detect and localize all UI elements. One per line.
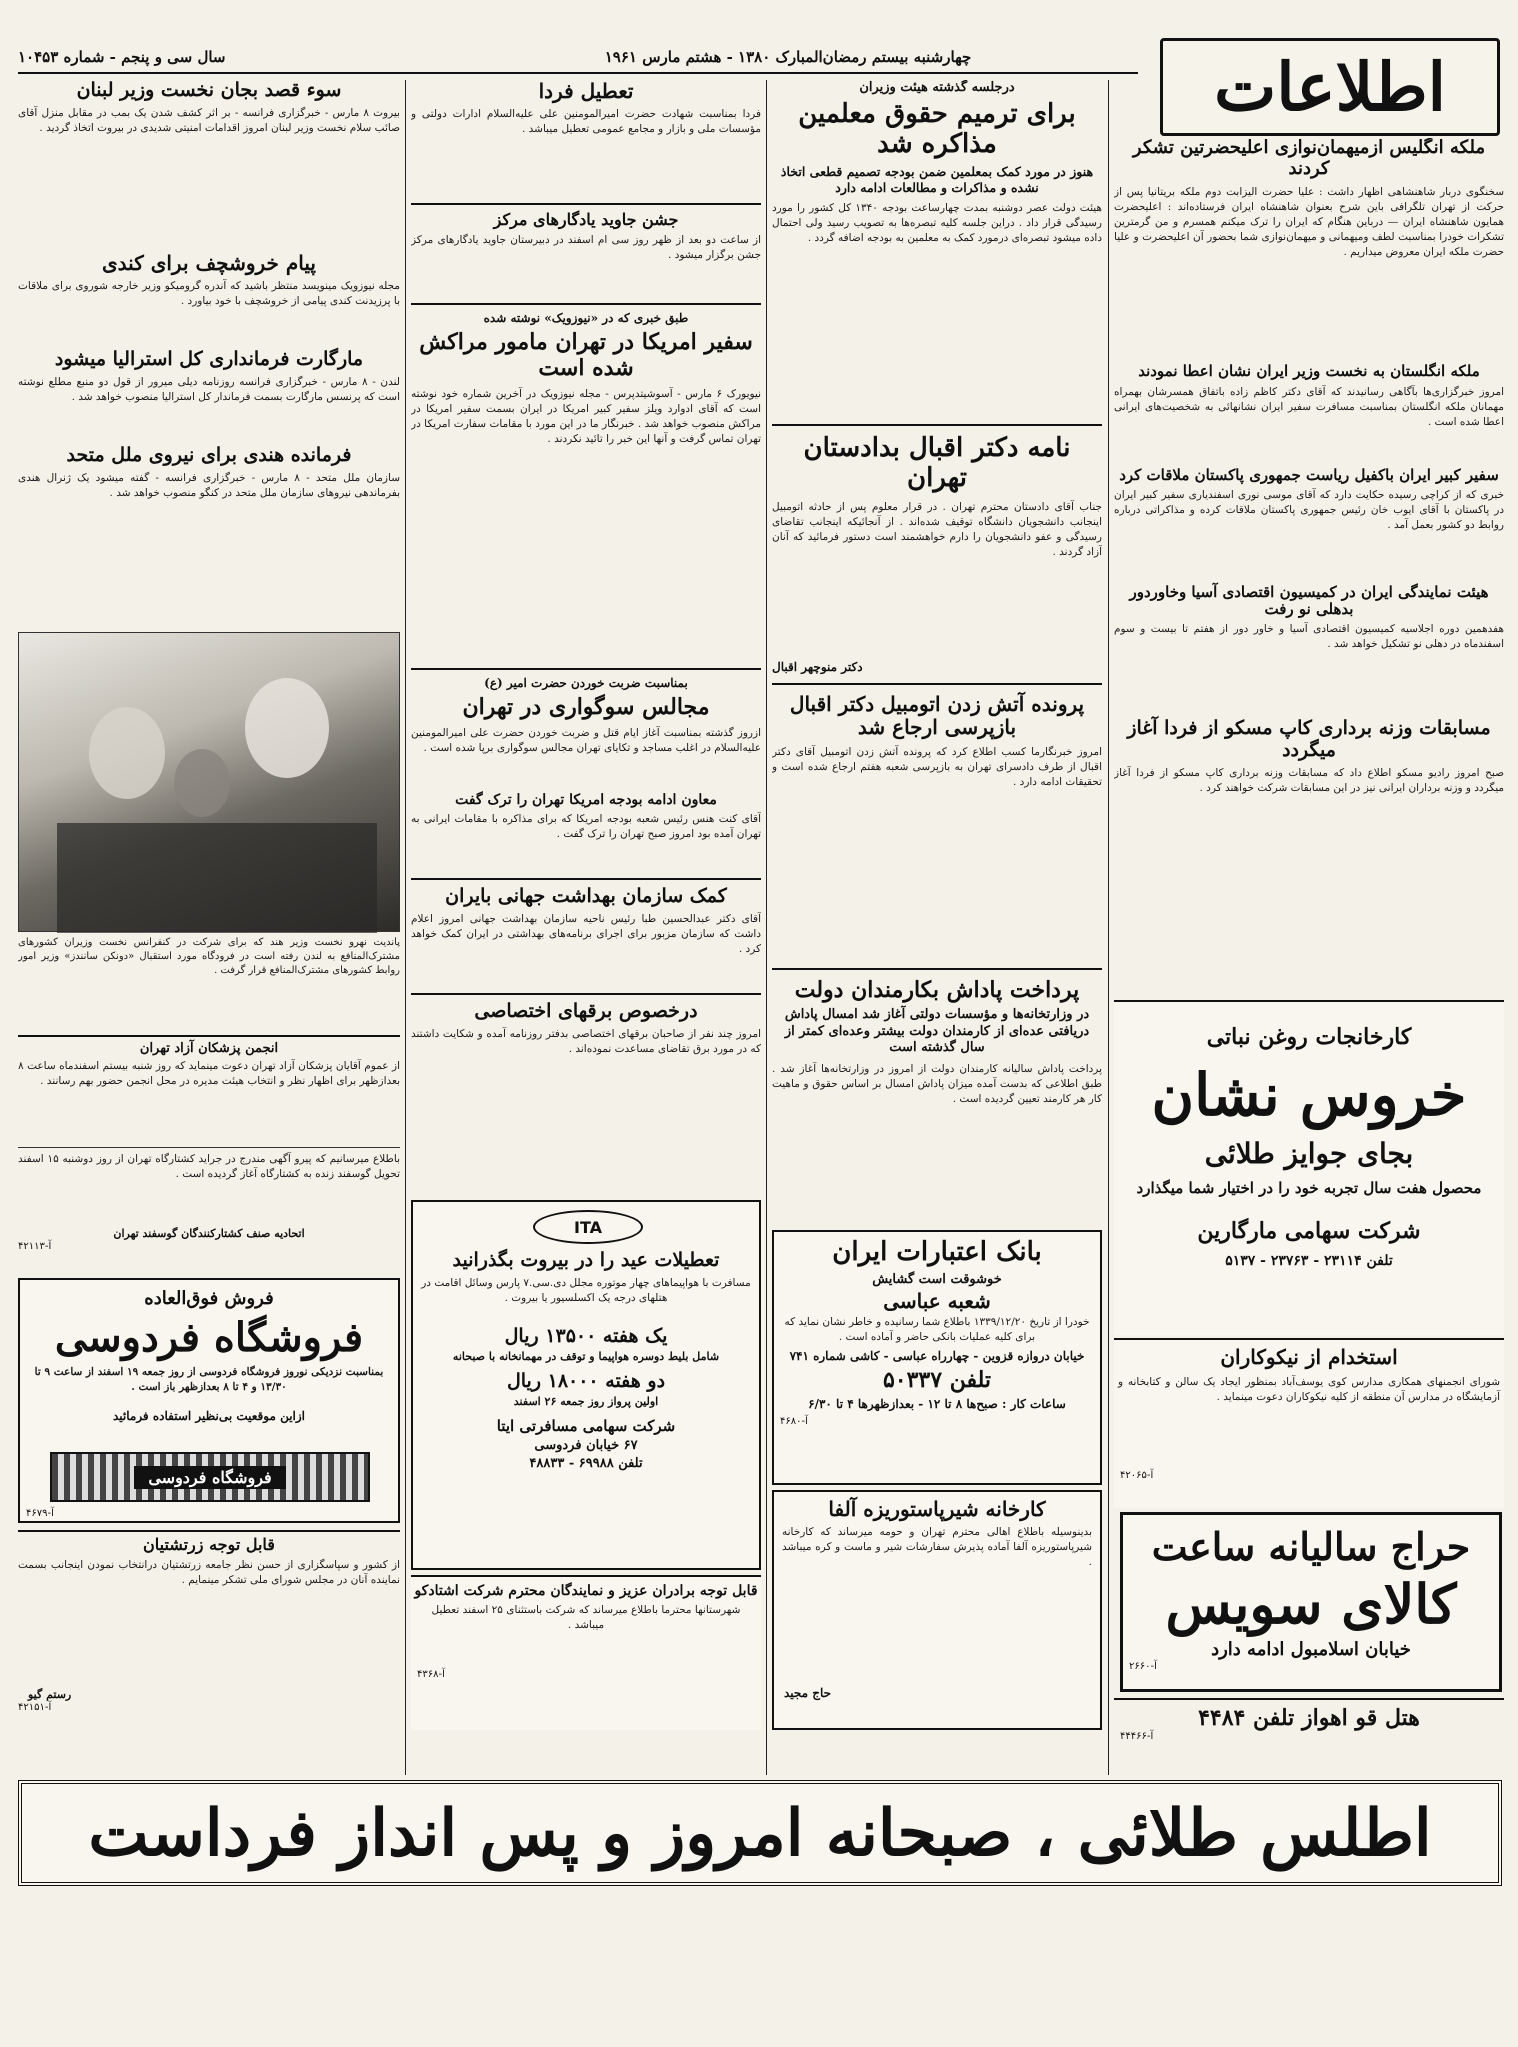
article-eghbal-letter: جناب آقای دادستان محترم تهران . در قرار معلوم پس از حادثه اتومبیل اینجانب دانشجویان دانشگاه توقیف شده‌اند . از آنجائیکه اینجانب تقاضای رسیدگی و عفو دانشجویان را دارم خواهشمند است دستور فرمائید که آنان آزاد گردند . — [772, 501, 1102, 559]
article-private-power: امروز چند نفر از صاحبان برقهای اختصاصی بدفتر روزنامه آمده و شکایت داشتند که در مورد برق تقاضای مساعدت نموده‌اند . — [411, 1028, 761, 1056]
ad-milk-sign: حاج مجید — [784, 1686, 832, 1700]
column-left-bottom — [18, 1530, 400, 1730]
photo-nehru-figures — [17, 633, 399, 933]
article-zoroastrians: از کشور و سپاسگزاری از حسن نظر جامعه زرتشتیان درانتخاب نمودن اینجانب بسمت نماینده آنان در مجلس شورای ملی تشکر مینمایم . — [18, 1559, 400, 1587]
ad-ashtadko-text: شهرستانها محترما باطلاع میرساند که شرکت باستثنای ۲۵ اسفند تعطیل میباشد . — [431, 1604, 741, 1632]
ad-margarine — [1114, 1000, 1504, 1335]
masthead-issue: سال سی و پنجم - شماره ۱۰۴۵۳ — [18, 48, 226, 66]
ad-swiss-line3: خیابان اسلامبول ادامه دارد — [1211, 1638, 1411, 1660]
headline-physicians: انجمن پزشکان آزاد تهران — [139, 1041, 279, 1056]
subhead-bonus: در وزارتخانه‌ها و مؤسسات دولتی آغاز شد امسال پاداش دریافتی عده‌ای از کارمندان دولت بیشتر وعده‌ای کمتر از سال گذشته است — [784, 1007, 1090, 1055]
headline-car-fire: پرونده آتش زدن اتومبیل دکتر اقبال بازپرسی ارجاع شد — [772, 683, 1102, 739]
article-un-force: سازمان ملل متحد - ۸ مارس - خبرگزاری فرانسه - گفته میشود یک ژنرال هندی بفرماندهی نیروهای سازمان ملل متحد در کنگو منصوب خواهد شد . — [18, 471, 400, 499]
code-zoroastrians: آ-۴۲۱۵۱ — [18, 1702, 52, 1714]
ad-ashtadko-code: آ-۴۳۶۸ — [417, 1669, 445, 1681]
masthead-date: چهارشنبه بیستم رمضان‌المبارک ۱۳۸۰ - هشتم مارس ۱۹۶۱ — [604, 48, 972, 66]
column-left-lower — [18, 1035, 400, 1270]
ad-ita-detail1: شامل بلیط دوسره هواپیما و توقف در مهمانخانه با صبحانه — [452, 1349, 720, 1363]
subhead-teachers: هنوز در مورد کمک بمعلمین ضمن بودجه تصمیم قطعی اتخاذ نشده و مذاکرات و مطالعات ادامه دارد — [780, 164, 1094, 195]
ad-charity-title: استخدام از نیکوکاران — [1220, 1345, 1398, 1369]
article-ecafe: هفدهمین دوره اجلاسیه کمیسیون اقتصادی آسیا و خاور دور از هفتم تا بیست و سوم اسفندماه در دهلی نو تشکیل خواهد شد . — [1114, 623, 1504, 651]
headline-weightlifting: مسابقات وزنه برداری کاپ مسکو از فردا آغاز میگردد — [1127, 717, 1491, 762]
ad-margarine-brand: خروس نشان — [1151, 1060, 1467, 1129]
headline-lebanon-pm: سوء قصد بجان نخست وزیر لبنان — [76, 80, 342, 101]
headline-ecafe: هیئت نمایندگی ایران در کمیسیون اقتصادی آسیا وخاوردور بدهلی نو رفت — [1129, 582, 1489, 619]
divider-2 — [766, 80, 767, 1775]
ad-bank-line1: خوشوقت است گشایش — [872, 1271, 1002, 1287]
ad-bank-title: بانک اعتبارات ایران — [832, 1237, 1042, 1267]
ad-ita-travel — [411, 1200, 761, 1570]
bottom-banner — [18, 1780, 1502, 1886]
ad-charity-text: شورای انجمنهای همکاری مدارس کوی یوسف‌آباد بمنظور ایجاد یک سالن و کتابخانه و آزمایشگاه در مدارس آن منطقه از کلیه نیکوکاران دعوت مینماید . — [1118, 1376, 1500, 1403]
figure-left-head — [89, 707, 165, 799]
headline-teachers: برای ترمیم حقوق معلمین مذاکره شد — [798, 99, 1076, 160]
headline-zoroastrians: قابل توجه زرتشتیان — [143, 1535, 275, 1554]
ad-ita-phone: تلفن ۶۹۹۸۸ - ۴۸۸۳۳ — [529, 1456, 643, 1472]
headline-queen-thanks: ملکه انگلیس ازمیهمان‌نوازی اعلیحضرتین تشکر کردند — [1132, 138, 1486, 179]
headline-holiday: تعطیل فردا — [538, 80, 634, 103]
signature-slaughterhouse: اتحادیه صنف کشتارکنندگان گوسفند تهران — [113, 1227, 305, 1241]
figure-middle-head — [174, 749, 230, 817]
ad-ashtadko-title: قابل توجه برادران عزیز و نمایندگان محترم شرکت اشتادکو — [414, 1583, 758, 1599]
article-budget-deputy: آقای کنت هنس رئیس شعبه بودجه امریکا که برای مذاکره با مقامات ایرانی به تهران آمده بود امروز صبح تهران را ترک گفت . — [411, 813, 761, 841]
ad-ferdowsi-text2: ازاین موقعیت بی‌نظیر استفاده فرمائید — [112, 1408, 306, 1423]
ad-bank-phone: تلفن ۵۰۳۳۷ — [882, 1367, 992, 1394]
headline-budget-deputy: معاون ادامه بودجه امریکا تهران را ترک گفت — [455, 792, 717, 809]
ad-margarine-line1: کارخانجات روغن نباتی — [1206, 1024, 1412, 1050]
ad-ferdowsi-code: آ-۴۶۷۹ — [26, 1508, 54, 1519]
article-mourning: ازروز گذشته بمناسبت آغاز ایام قتل و ضربت خوردن حضرت علی امیرالمومنین علیه‌السلام در اغلب مساجد و تکایای تهران مجالس سوگواری برپا شده است . — [411, 727, 761, 755]
ad-ferdowsi-title: فروشگاه فردوسی — [54, 1313, 364, 1361]
headline-mourning: مجالس سوگواری در تهران — [462, 693, 710, 720]
ad-hotel — [1114, 1698, 1504, 1773]
ad-margarine-phones: تلفن ۲۳۱۱۴ - ۲۳۷۶۳ - ۵۱۳۷ — [1225, 1253, 1393, 1270]
column-left — [18, 80, 400, 620]
article-physicians: از عموم آقایان پزشکان آزاد تهران دعوت مینماید که روز شنبه بیستم اسفندماه ساعت ۸ بعدازظهر برای اظهار نظر و انتخاب هیئت مدیره در محل انجمن حضور بهم رسانند . — [18, 1060, 400, 1088]
ad-bank-code: آ-۴۶۸۰ — [780, 1416, 808, 1428]
headline-eghbal-letter: نامه دکتر اقبال بدادستان تهران — [772, 424, 1102, 494]
ita-logo — [533, 1210, 643, 1244]
headline-margaret: مارگارت فرمانداری کل استرالیا میشود — [54, 347, 364, 370]
article-weightlifting: صبح امروز رادیو مسکو اطلاع داد که مسابقات وزنه برداری کاپ مسکو از فردا آغاز میگردد و وزنه برداران ایرانی نیز در این مسابقات شرکت خواهند کرد . — [1114, 767, 1504, 795]
ad-ita-detail2: اولین پرواز روز جمعه ۲۶ اسفند — [513, 1395, 659, 1409]
headline-javid-celebration: جشن جاوید یادگارهای مرکز — [411, 203, 761, 229]
ad-ita-price1: یک هفته ۱۳۵۰۰ ریال — [504, 1324, 668, 1347]
article-teachers: هیئت دولت عصر دوشنبه بمدت چهارساعت بودجه ۱۳۴۰ کل کشور را مورد رسیدگی قرار داد . دراین جلسه کلیه تبصره‌ها به تصویب رسید ولی احتمال داده میشود تبصره‌ای درمورد کمک به معلمین به بودجه اضافه گردد . — [772, 202, 1102, 245]
ad-swiss-line1: حراج سالیانه ساعت — [1151, 1524, 1471, 1569]
ita-logo-text: ITA — [574, 1217, 603, 1237]
headline-ambassador-pakistan: سفیر کبیر ایران باکفیل ریاست جمهوری پاکستان ملاقات کرد — [1119, 465, 1499, 484]
masthead-logo-box — [1160, 38, 1500, 136]
ad-hotel-text: هتل قو اهواز تلفن ۴۴۸۴ — [1198, 1705, 1420, 1731]
article-holiday: فردا بمناسبت شهادت حضرت امیرالمومنین علی علیه‌السلام ادارات دولتی و مؤسسات ملی و بازار و مجامع عمومی تعطیل میباشد . — [411, 108, 761, 135]
article-margaret: لندن - ۸ مارس - خبرگزاری فرانسه روزنامه دیلی میرور از قول دو منبع مطلع نوشته است که پرنسس مارگارت بسمت فرماندار کل استرالیا منصوب خواهد شد . — [18, 375, 400, 403]
ad-bank-addr: خیابان دروازه قزوین - چهارراه عباسی - کاشی شماره ۷۴۱ — [789, 1349, 1085, 1364]
ad-hotel-code: آ-۴۴۴۶۶ — [1120, 1731, 1154, 1743]
ad-margarine-line2: بجای جوایز طلائی — [1204, 1137, 1414, 1171]
signature-eghbal: دکتر منوچهر اقبال — [772, 660, 863, 675]
headline-bonus: پرداخت پاداش بکارمندان دولت — [772, 968, 1102, 1003]
article-us-ambassador: نیویورک ۶ مارس - آسوشیتدپرس - مجله نیوزویک در آخرین شماره خود نوشته است که آقای ادوارد ویلز سفیر کبیر امریکا در ایران بسمت سفیر امریکا در مراکش منصوب خواهد شد . خبرنگار ما در این مورد با مقامات سفارت امریکا در تهران تماس گرفت و آنها این خبر را تائید نکردند . — [411, 387, 761, 445]
code-slaughterhouse: آ-۴۲۱۱۳ — [18, 1241, 52, 1252]
headline-private-power: درخصوص برقهای اختصاصی — [411, 993, 761, 1023]
photo-nehru-caption: پاندیت نهرو نخست وزیر هند که برای شرکت در کنفرانس نخست وزیران کشورهای مشترک‌المنافع به لندن رفته است در فرودگاه مورد استقبال «دونکن سانندز» وزیر امور روابط کشورهای مشترک‌المنافع قرار گرفت . — [18, 937, 400, 976]
ad-margarine-line3: محصول هفت سال تجربه خود را در اختیار شما میگذارد — [1136, 1179, 1482, 1198]
ad-swiss-code: آ-۲۶۶۰ — [1129, 1661, 1157, 1673]
article-khrushchev: مجله نیوزویک مینویسد منتظر باشید که آندره گرومیکو وزیر خارجه شوروی برای ملاقات با پرزیدنت کندی پیامی از خروشچف با خود بیاورد . — [18, 279, 400, 307]
ad-ferdowsi-sign: فروشگاه فردوسی — [134, 1466, 285, 1489]
bottom-banner-text: اطلس طلائی ، صبحانه امروز و پس انداز فرداست — [88, 1795, 1432, 1871]
ad-milk-text: بدینوسیله باطلاع اهالی محترم تهران و حومه میرساند که کارخانه شیرپاستوریزه آلفا آماده پذیرش سفارشات شیر و ماست و کره میباشد . — [782, 1526, 1092, 1568]
article-pm-medal: امروز خبرگزاری‌ها بآگاهی رسانیدند که آقای دکتر کاظم زاده باتفاق همسرشان بهمراه مهمانان ملکه انگلستان بمناسبت مسافرت سفیر ایران نشانهائی به شخصیت‌های ایرانی اعطا شده است . — [1114, 385, 1504, 428]
headline-us-ambassador: سفیر امریکا در تهران مامور مراکش شده است — [419, 329, 753, 381]
ad-ita-addr: ۶۷ خیابان فردوسی — [534, 1437, 638, 1453]
masthead-rule — [18, 72, 1138, 74]
headline-khrushchev: پیام خروشچف برای کندی — [102, 250, 316, 275]
ad-ferdowsi-store — [18, 1278, 400, 1523]
ad-ita-price2: دو هفته ۱۸۰۰۰ ریال — [506, 1370, 666, 1393]
photo-nehru — [18, 632, 400, 932]
divider-1 — [1108, 80, 1109, 1775]
masthead-logo: اطلاعات — [1214, 48, 1446, 126]
kicker-us-ambassador: طبق خبری که در «نیوزویک» نوشته شده — [411, 303, 761, 326]
kicker-cabinet: درجلسه گذشته هیئت وزیران — [859, 80, 1015, 95]
article-who: آقای دکتر عبدالحسین طبا رئیس ناحیه سازمان بهداشت جهانی امروز اعلام داشت که سازمان مزبور برای اجرای برنامه‌های بهداشتی در ایران کمک خواهد کرد . — [411, 913, 761, 956]
ad-milk — [772, 1490, 1102, 1730]
ad-margarine-company: شرکت سهامی مارگارین — [1197, 1217, 1421, 1244]
column-center-right — [772, 80, 1102, 1230]
ad-charity — [1114, 1338, 1504, 1508]
ad-ashtadko — [411, 1575, 761, 1730]
article-bonus: پرداخت پاداش سالیانه کارمندان دولت از امروز در وزارتخانه‌ها آغاز شد . طبق اطلاعی که بدست آمده میزان پاداش امسال بر اساس حقوق و ماهیت کار هر کارمند تعیین گردیده است . — [772, 1063, 1102, 1106]
figure-bodies — [57, 823, 377, 933]
article-slaughterhouse: باطلاع میرسانیم که پیرو آگهی مندرج در جراید کشتارگاه تهران از روز دوشنبه ۱۵ اسفند تحویل گوسفند زنده به کشتارگاه آغاز گردیده است . — [18, 1147, 400, 1227]
article-queen-thanks: سخنگوی دربار شاهنشاهی اظهار داشت : علیا حضرت الیزابت دوم ملکه بریتانیا پس از حرکت از تهران تلگرافی باین شرح بعنوان شاهنشاه ایران فرستاده‌اند : اعلیحضرت همایون شاهنشاه ایران — درباین هنگام که ایران را ترک میکنم همسرم و من گرمترین تشکرات خودرا بمناسبت لطف ومیهمانی و میهمان‌نوازی شما بحضور آن اعلیحضرت و علیا حضرت ملکه ایران معروض میداریم . — [1114, 186, 1504, 259]
ad-bank-text: خودرا از تاریخ ۱۳۳۹/۱۲/۲۰ باطلاع شما رسانیده و خاطر نشان نماید که برای کلیه عملیات بانکی حاضر و آماده است . — [784, 1316, 1090, 1344]
kicker-mourning: بمناسبت ضربت خوردن حضرت امیر (ع) — [411, 668, 761, 691]
ad-swiss-line2: کالای سویس — [1165, 1571, 1457, 1636]
ad-ferdowsi-line1: فروش فوق‌العاده — [144, 1288, 274, 1309]
figure-right-head — [245, 678, 329, 778]
divider-3 — [405, 80, 406, 1775]
ad-ita-title: تعطیلات عید را در بیروت بگذرانید — [452, 1249, 720, 1271]
ad-ferdowsi-building — [50, 1452, 370, 1502]
ad-milk-title: کارخانه شیرپاستوریزه آلفا — [828, 1497, 1046, 1521]
ad-charity-code: آ-۴۲۰۶۵ — [1120, 1470, 1154, 1481]
headline-un-force: فرمانده هندی برای نیروی ملل متحد — [66, 443, 352, 466]
ad-swiss-watch — [1120, 1512, 1502, 1692]
headline-who: کمک سازمان بهداشت جهانی بایران — [411, 878, 761, 908]
article-javid-celebration: از ساعت دو بعد از ظهر روز سی ام اسفند در دبیرستان جاوید یادگارهای مرکز جشن برگزار میشود . — [411, 234, 761, 262]
ad-bank — [772, 1230, 1102, 1485]
signature-zoroastrians: رستم گیو — [28, 1688, 72, 1702]
ad-bank-hours: ساعات کار : صبح‌ها ۸ تا ۱۲ - بعدازظهرها ۴ تا ۶/۳۰ — [808, 1397, 1066, 1412]
column-center-left — [411, 80, 761, 1180]
ad-bank-line2: شعبه عباسی — [883, 1289, 991, 1314]
ad-ita-text: مسافرت با هواپیماهای چهار موتوره مجلل دی.سی.۷ پارس وسائل اقامت در هتلهای درجه یک اکسلسیور یا بیروت . — [421, 1276, 751, 1304]
article-lebanon-pm: بیروت ۸ مارس - خبرگزاری فرانسه - بر اثر کشف شدن یک بمب در مقابل منزل آقای صائب سلام نخست وزیر لبنان امروز اقدامات امنیتی شدیدی در بیروت اتخاذ گردید . — [18, 106, 400, 134]
ad-ferdowsi-text: بمناسبت نزدیکی نوروز فروشگاه فردوسی از روز جمعه ۱۹ اسفند از ساعت ۹ تا ۱۳/۳۰ و ۴ تا ۸ بعدازظهر باز است . — [34, 1365, 384, 1393]
article-car-fire: امروز خبرنگارما کسب اطلاع کرد که پرونده آتش زدن اتومبیل آقای دکتر اقبال از طرف دادسرای تهران به بازپرسی شعبه هفتم ارجاع شده است و تحقیقات ادامه دارد . — [772, 746, 1102, 789]
ad-ita-company: شرکت سهامی مسافرتی ایتا — [496, 1417, 676, 1436]
article-ambassador-pakistan: خبری که از کراچی رسیده حکایت دارد که آقای موسی نوری اسفندیاری سفیر کبیر ایران در پاکستان با آقای ایوب خان رئیس جمهوری پاکستان ملاقات کرده و مذاکراتی درباره روابط دو کشور بعمل آمد . — [1114, 488, 1504, 531]
headline-pm-medal: ملکه انگلستان به نخست وزیر ایران نشان اعطا نمودند — [1138, 362, 1480, 381]
